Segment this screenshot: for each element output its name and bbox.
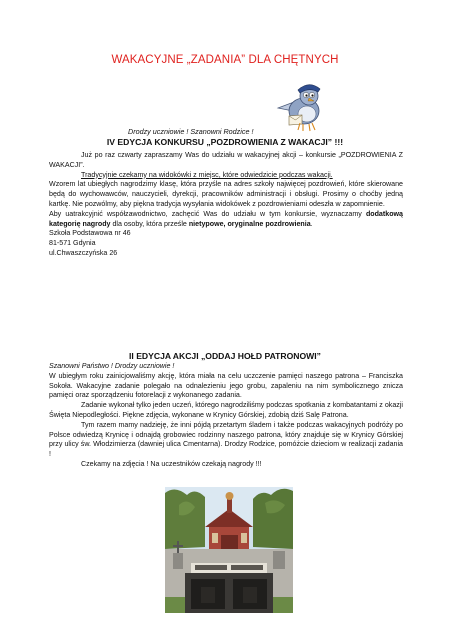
section1-paragraph	[49, 171, 403, 181]
section2-paragraph: Czekamy na zdjęcia ! Na uczestników czekają nagrody !!!	[81, 459, 262, 468]
section1-paragraph	[49, 210, 403, 230]
bold-text: dodatkową kategorię nagrody	[49, 209, 403, 228]
paragraph-text: .	[310, 219, 313, 228]
bold-text: nietypowe, oryginalne pozdrowienia	[188, 219, 311, 228]
section2-heading: II EDYCJA AKCJI „ODDAJ HOŁD PATRONOWI”	[129, 351, 321, 361]
paragraph-text: Aby uatrakcyjnić współzawodnictwo, zachęcić Was do udziału w tym konkursie, wyznaczamy	[49, 209, 366, 218]
section2-body	[49, 362, 403, 470]
pigeon-mascot-icon	[272, 78, 332, 134]
section1-body	[49, 151, 403, 259]
address-line: 81-571 Gdynia	[49, 239, 96, 248]
section2-paragraph: Zadanie wykonał tylko jeden uczeń, którego nagrodziliśmy podczas spotkania z kombatantami z okazji Święta Niepodległości. Piękne zdjęcia, wykonane w Krynicy Górskiej, zdobią dziś Salę Patrona.	[49, 401, 403, 419]
underlined-text: Tradycyjnie czekamy na widokówki z miejsc, które odwiedzicie podczas wakacji.	[81, 170, 333, 179]
section2-paragraph: Tym razem mamy nadzieję, że inni pójdą przetartym śladem i także podczas wakacyjnych podróży po Polsce odwiedzą Krynicę i odnajdą grobowiec rodzinny naszego patrona, który znajduje się w Krynicy Górskiej przy ulicy św. Włodzimierza (dawniej ulica Cmentarna). Drodzy Rodzice, pomóżcie dzieciom w realizacji zadania !	[49, 420, 403, 459]
section1-paragraph: Wzorem lat ubiegłych nagrodzimy klasę, która przyśle na adres szkoły najwięcej pozdrowień, które skierowane będą do wychowawców, nauczycieli, dyrekcji, pracowników administracji i obsługi. Prosimy o choćby jedną kartkę. Nie pozwólmy, aby piękna tradycja wysyłania widokówek z pozdrowieniami odeszła w zapomnienie.	[49, 180, 403, 208]
section2-greeting: Szanowni Państwo ! Drodzy uczniowie !	[49, 362, 175, 370]
section1-paragraph: Już po raz czwarty zapraszamy Was do udziału w wakacyjnej akcji – konkursie „POZDROWIENIA Z WAKACJI”.	[49, 151, 403, 169]
paragraph-text: dla osoby, która prześle	[110, 219, 189, 228]
section1-heading: IV EDYCJA KONKURSU „POZDROWIENIA Z WAKACJI” !!!	[106, 137, 344, 147]
address-line: ul.Chwaszczyńska 26	[49, 248, 118, 257]
greeting-line: Drodzy uczniowie ! Szanowni Rodzice !	[128, 127, 254, 136]
page-title: WAKACYJNE „ZADANIA” DLA CHĘTNYCH	[111, 54, 339, 66]
tomb-photo	[165, 487, 293, 613]
section2-paragraph: W ubiegłym roku zainicjowaliśmy akcję, która miała na celu uczczenie pamięci naszego patrona – Franciszka Sokoła. Wakacyjne zadanie polegało na odnalezieniu jego grobu, zapaleniu na nim symbolicznego znicza pamięci oraz sporządzeniu fotorelacji z wykonanego zadania.	[49, 371, 403, 400]
address-line: Szkoła Podstawowa nr 46	[49, 229, 131, 238]
